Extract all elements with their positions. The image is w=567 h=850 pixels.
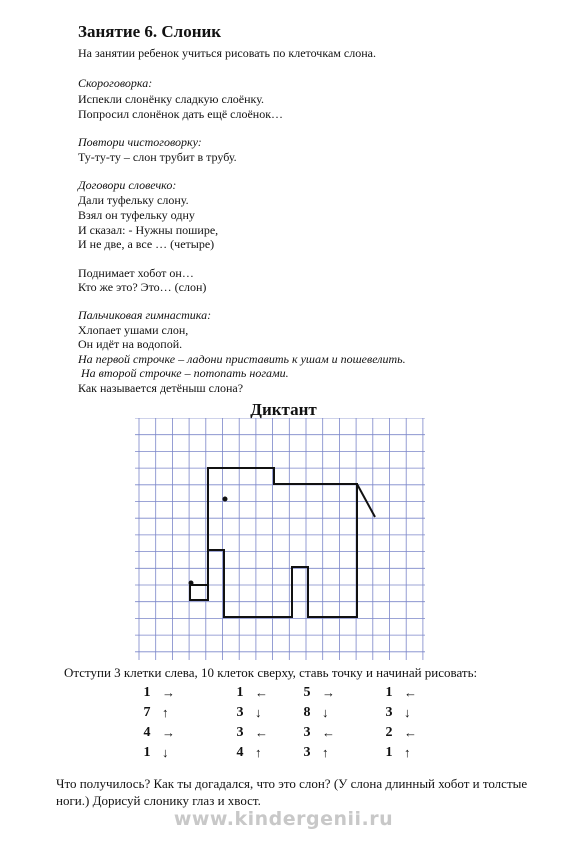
move-arrow-icon: ↓ [255,705,262,720]
move-count: 3 [385,705,393,720]
pure-talk-line-1: Ту-ту-ту – слон трубит в трубу. [78,150,237,164]
move-arrow-icon: ↓ [404,705,411,720]
move-item [233,725,293,745]
move-item [233,685,293,705]
move-count: 8 [303,705,311,720]
website-watermark[interactable]: www.kindergenii.ru [173,808,394,830]
move-arrow-icon: ← [404,725,417,740]
move-item [140,745,200,765]
finish-word-line-1: Дали туфельку слону. [78,193,189,207]
move-item [300,725,360,745]
move-arrow-icon: ↑ [404,745,411,760]
move-arrow-icon: ↑ [162,705,169,720]
move-arrow-icon: ↓ [322,705,329,720]
move-arrow-icon: → [162,725,175,740]
move-arrow-icon: → [162,685,175,700]
move-count: 1 [385,745,393,760]
move-arrow-icon: ↑ [322,745,329,760]
move-count: 3 [236,725,244,740]
move-item [382,745,442,765]
move-count: 4 [143,725,151,740]
move-arrow-icon: ← [255,725,268,740]
move-item [300,745,360,765]
move-count: 2 [385,725,393,740]
move-item [140,725,200,745]
elephant-tail [357,484,375,517]
move-count: 1 [385,685,393,700]
elephant-calf-question: Как называется детёныш слона? [78,381,244,395]
finger-gym-instruction-1: На первой строчке – ладони приставить к ушам и пошевелить. [78,352,406,366]
tongue-twister-line-2: Попросил слонёнок дать ещё слоёнок… [78,107,284,121]
move-item [300,705,360,725]
move-item [382,705,442,725]
move-item [382,685,442,705]
move-item [233,705,293,725]
move-item [382,725,442,745]
tongue-twister-heading: Скороговорка: [78,76,153,90]
elephant-body-outline [190,468,357,617]
finish-word-line-3: И сказал: - Нужны пошире, [78,223,219,237]
move-count: 1 [236,685,244,700]
move-arrow-icon: ↓ [162,745,169,760]
move-count: 1 [143,685,151,700]
move-arrow-icon: ← [404,685,417,700]
elephant-eye-dot [223,497,228,502]
move-item [140,685,200,705]
move-arrow-icon: ← [255,685,268,700]
pure-talk-heading: Повтори чистоговорку: [78,135,202,149]
finish-word-heading: Договори словечко: [78,178,177,192]
move-arrow-icon: ← [322,725,335,740]
move-item [300,685,360,705]
riddle-line-1: Поднимает хобот он… [78,266,194,280]
move-count: 3 [303,725,311,740]
move-count: 4 [236,745,244,760]
start-point-dot [189,581,194,586]
finish-word-line-4: И не две, а все … (четыре) [78,237,215,251]
riddle-line-2: Кто же это? Это… (слон) [78,280,207,294]
result-question: Что получилось? Как ты догадался, что это слон? (У слона длинный хобот и толстые ноги.) Дорисуй слонику глаз и хвост. [56,776,528,808]
elephant-drawing [190,468,375,617]
page-title: Занятие 6. Слоник [78,22,222,41]
finger-gym-instruction-2: На второй строчке – потопать ногами. [78,366,289,380]
finish-word-line-2: Взял он туфельку одну [78,208,195,222]
intro-text: На занятии ребенок учиться рисовать по клеточкам слона. [78,46,376,60]
tongue-twister-line-1: Испекли слонёнку сладкую слоёнку. [78,92,265,106]
finger-gym-heading: Пальчиковая гимнастика: [78,308,212,322]
move-count: 3 [236,705,244,720]
move-item [233,745,293,765]
finger-gym-line-1: Хлопает ушами слон, [78,323,189,337]
move-count: 3 [303,745,311,760]
move-item [140,705,200,725]
dictation-instruction: Отступи 3 клетки слева, 10 клеток сверху, ставь точку и начинай рисовать: [64,665,478,680]
dictation-grid [135,418,425,660]
move-count: 1 [143,745,151,760]
move-count: 5 [303,685,311,700]
grid-lines [135,418,425,660]
move-arrow-icon: ↑ [255,745,262,760]
dictation-title: Диктант [250,400,317,419]
move-count: 7 [143,705,151,720]
move-arrow-icon: → [322,685,335,700]
finger-gym-line-2: Он идёт на водопой. [78,337,183,351]
